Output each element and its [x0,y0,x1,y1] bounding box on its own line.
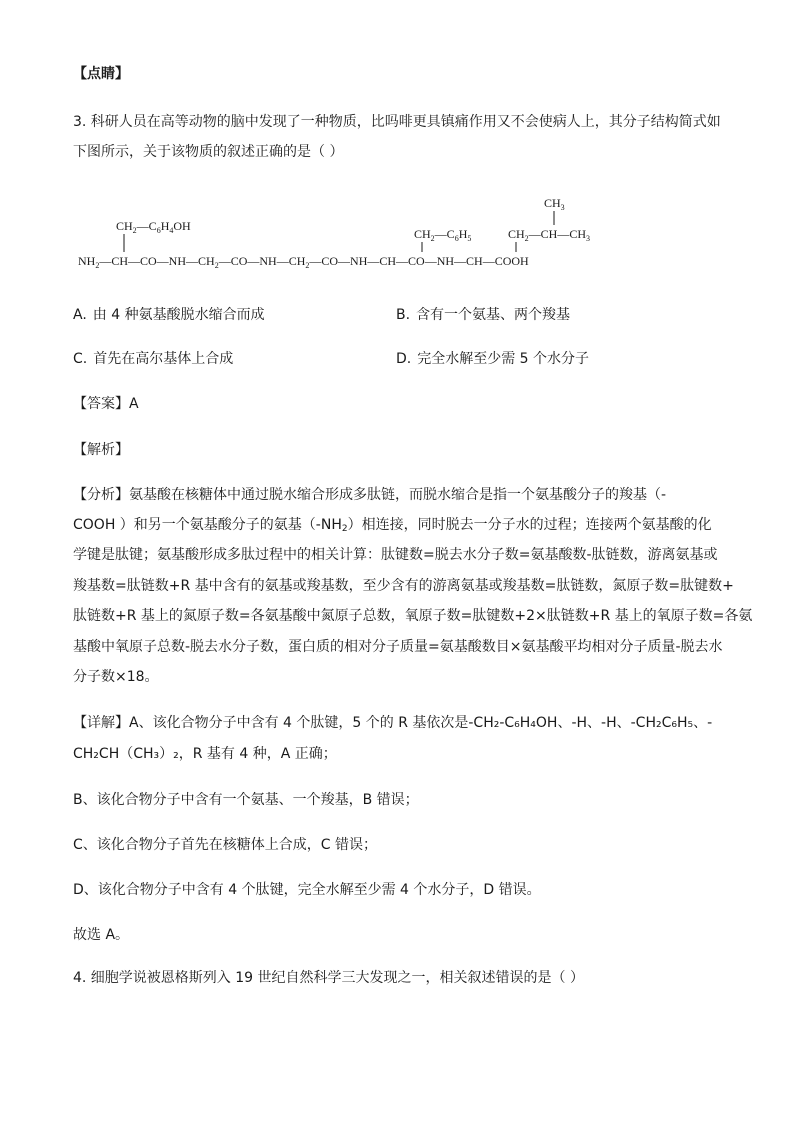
xiangjie-line2: CH₂CH（CH₃）₂，R 基有 4 种，A 正确； [73,746,337,762]
fenxi-line5: 肽链数+R 基上的氮原子数=各氨基酸中氮原子总数，氧原子数=肽键数+2×肽链数+R 基上的氧原子数=各氨 [73,608,753,624]
fenxi-line2-sub: 2 [341,524,348,534]
option-c-key: C. [73,351,88,367]
option-a-key: A. [73,307,87,323]
analysis-label: 【解析】 [73,442,129,458]
fenxi-line7: 分子数×18。 [73,669,159,685]
question-4-stem: 4. 细胞学说被恩格斯列入 19 世纪自然科学三大发现之一，相关叙述错误的是（ ） [73,970,584,986]
option-c-text: 首先在高尔基体上合成 [93,351,234,367]
backbone: $NH_2—CH—CO—NH—CH_2—CO—NH—CH_2—CO—NH—CH—CO—NH—CH—COOH$ [78,254,529,270]
r-group-5: $CH_2—CH—CH_3$ [508,227,591,243]
question-3-stem-line2: 下图所示，关于该物质的叙述正确的是（ ） [73,144,344,160]
fenxi-line3: 学键是肽键；氨基酸形成多肽过程中的相关计算：肽键数=脱去水分子数=氨基酸数-肽链数，游离氨基或 [73,547,718,563]
r-group-1: $CH_2—C_6H_4OH$ [116,219,191,235]
dianjing-header: 【点睛】 [73,66,129,82]
fenxi-line6: 基酸中氧原子总数-脱去水分子数，蛋白质的相对分子质量=氨基酸数目×氨基酸平均相对分子质量-脱去水 [73,639,723,655]
option-d-key: D. [396,351,412,367]
peptide-structure-diagram [78,190,718,280]
xiangjie-line4: C、该化合物分子首先在核糖体上合成，C 错误； [73,837,377,853]
fenxi-line2-b: ）相连接，同时脱去一分子水的过程；连接两个氨基酸的化 [347,517,712,533]
xiangjie-line5: D、该化合物分子中含有 4 个肽键，完全水解至少需 4 个水分子，D 错误。 [73,882,541,898]
option-a [73,305,265,325]
option-a-text: 由 4 种氨基酸脱水缩合而成 [92,307,265,323]
r-group-5-methyl: $CH_3$ [544,196,565,212]
fenxi-line2 [73,515,733,535]
fenxi-line2-a: COOH ）和另一个氨基酸分子的氨基（-NH [73,517,342,533]
option-d [396,349,589,369]
option-b-key: B. [396,307,411,323]
question-3-stem-line1: 3. 科研人员在高等动物的脑中发现了一种物质，比吗啡更具镇痛作用又不会使病人上，其分子结构简式如 [73,114,721,130]
option-b-text: 含有一个氨基、两个羧基 [416,307,571,323]
answer-label: 【答案】A [73,396,139,412]
option-b [396,305,570,325]
xiangjie-line1: 【详解】A、该化合物分子中含有 4 个肽键，5 个的 R 基依次是-CH₂-C₆H₄OH、-H、-H、-CH₂C₆H₅、- [73,715,713,731]
r-group-4: $CH_2—C_6H_5$ [414,227,472,243]
fenxi-line4: 羧基数=肽链数+R 基中含有的氨基或羧基数，至少含有的游离氨基或羧基数=肽链数，氮原子数=肽键数+ [73,578,734,594]
option-d-text: 完全水解至少需 5 个水分子 [417,351,590,367]
fenxi-line1: 【分析】氨基酸在核糖体中通过脱水缩合形成多肽链，而脱水缩合是指一个氨基酸分子的羧基（- [73,487,667,503]
xiangjie-line3: B、该化合物分子中含有一个氨基、一个羧基，B 错误； [73,792,419,808]
option-c [73,349,233,369]
xiangjie-line6: 故选 A。 [73,927,130,943]
